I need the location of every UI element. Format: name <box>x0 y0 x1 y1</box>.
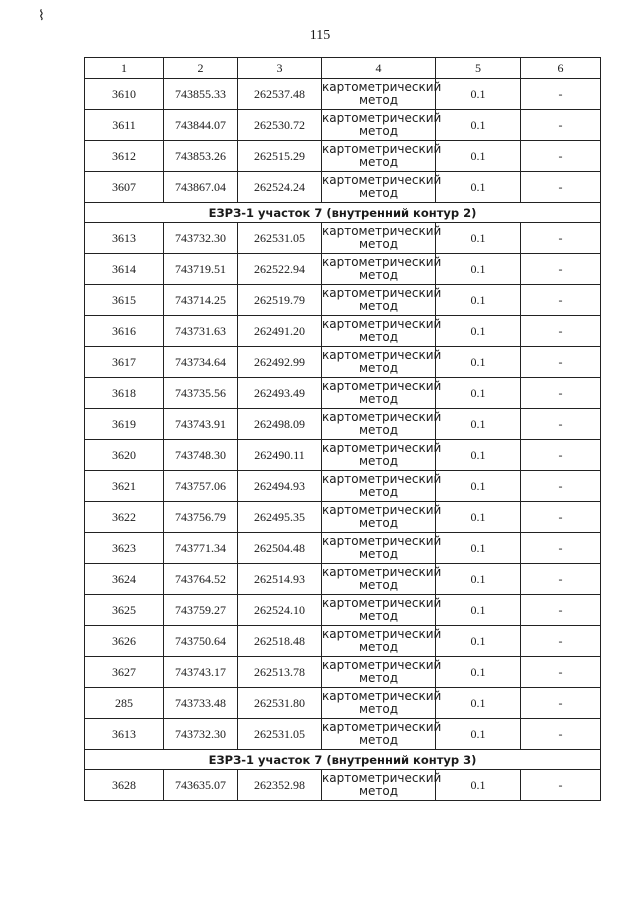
accuracy-cell: 0.1 <box>436 347 521 378</box>
x-coordinate-cell: 743732.30 <box>164 223 238 254</box>
note-cell: - <box>521 378 601 409</box>
y-coordinate-cell: 262513.78 <box>238 657 322 688</box>
method-cell: картометрический метод <box>322 770 436 801</box>
table-row <box>85 657 601 688</box>
page-number: 115 <box>309 28 331 43</box>
x-coordinate-cell: 743756.79 <box>164 502 238 533</box>
section-title: ЕЗРЗ-1 участок 7 (внутренний контур 2) <box>85 203 601 223</box>
x-coordinate-cell: 743714.25 <box>164 285 238 316</box>
point-number-cell: 3625 <box>85 595 164 626</box>
method-cell: картометрический метод <box>322 502 436 533</box>
x-coordinate-cell: 743731.63 <box>164 316 238 347</box>
method-cell: картометрический метод <box>322 657 436 688</box>
x-coordinate-cell: 743733.48 <box>164 688 238 719</box>
method-cell: картометрический метод <box>322 409 436 440</box>
point-number-cell: 3628 <box>85 770 164 801</box>
point-number-cell: 3621 <box>85 471 164 502</box>
y-coordinate-cell: 262537.48 <box>238 79 322 110</box>
method-cell: картометрический метод <box>322 533 436 564</box>
method-cell: картометрический метод <box>322 719 436 750</box>
point-number-cell: 3624 <box>85 564 164 595</box>
method-cell: картометрический метод <box>322 378 436 409</box>
table-row <box>85 172 601 203</box>
point-number-cell: 3613 <box>85 719 164 750</box>
note-cell: - <box>521 223 601 254</box>
table-header-row <box>85 58 601 79</box>
x-coordinate-cell: 743853.26 <box>164 141 238 172</box>
y-coordinate-cell: 262495.35 <box>238 502 322 533</box>
method-cell: картометрический метод <box>322 440 436 471</box>
table-row <box>85 347 601 378</box>
table-row <box>85 688 601 719</box>
y-coordinate-cell: 262522.94 <box>238 254 322 285</box>
table-body <box>85 79 601 801</box>
method-cell: картометрический метод <box>322 564 436 595</box>
accuracy-cell: 0.1 <box>436 533 521 564</box>
table-row <box>85 316 601 347</box>
y-coordinate-cell: 262531.80 <box>238 688 322 719</box>
section-header-row <box>85 203 601 223</box>
point-number-cell: 3614 <box>85 254 164 285</box>
y-coordinate-cell: 262352.98 <box>238 770 322 801</box>
table-row <box>85 378 601 409</box>
table-row <box>85 471 601 502</box>
y-coordinate-cell: 262492.99 <box>238 347 322 378</box>
section-header-row <box>85 750 601 770</box>
y-coordinate-cell: 262504.48 <box>238 533 322 564</box>
x-coordinate-cell: 743764.52 <box>164 564 238 595</box>
column-header: 4 <box>322 58 436 79</box>
note-cell: - <box>521 471 601 502</box>
note-cell: - <box>521 79 601 110</box>
point-number-cell: 285 <box>85 688 164 719</box>
point-number-cell: 3623 <box>85 533 164 564</box>
point-number-cell: 3610 <box>85 79 164 110</box>
note-cell: - <box>521 141 601 172</box>
note-cell: - <box>521 626 601 657</box>
table-row <box>85 110 601 141</box>
accuracy-cell: 0.1 <box>436 657 521 688</box>
method-cell: картометрический метод <box>322 471 436 502</box>
table-row <box>85 564 601 595</box>
note-cell: - <box>521 440 601 471</box>
x-coordinate-cell: 743743.91 <box>164 409 238 440</box>
method-cell: картометрический метод <box>322 626 436 657</box>
method-cell: картометрический метод <box>322 172 436 203</box>
corner-mark: ⌇ <box>38 9 45 24</box>
y-coordinate-cell: 262530.72 <box>238 110 322 141</box>
note-cell: - <box>521 533 601 564</box>
method-cell: картометрический метод <box>322 688 436 719</box>
point-number-cell: 3615 <box>85 285 164 316</box>
x-coordinate-cell: 743748.30 <box>164 440 238 471</box>
x-coordinate-cell: 743771.34 <box>164 533 238 564</box>
x-coordinate-cell: 743732.30 <box>164 719 238 750</box>
note-cell: - <box>521 110 601 141</box>
coordinates-table <box>84 57 601 801</box>
table-row <box>85 285 601 316</box>
point-number-cell: 3619 <box>85 409 164 440</box>
accuracy-cell: 0.1 <box>436 719 521 750</box>
y-coordinate-cell: 262490.11 <box>238 440 322 471</box>
x-coordinate-cell: 743757.06 <box>164 471 238 502</box>
y-coordinate-cell: 262531.05 <box>238 719 322 750</box>
y-coordinate-cell: 262524.24 <box>238 172 322 203</box>
x-coordinate-cell: 743759.27 <box>164 595 238 626</box>
method-cell: картометрический метод <box>322 316 436 347</box>
method-cell: картометрический метод <box>322 110 436 141</box>
accuracy-cell: 0.1 <box>436 378 521 409</box>
note-cell: - <box>521 316 601 347</box>
method-cell: картометрический метод <box>322 223 436 254</box>
accuracy-cell: 0.1 <box>436 471 521 502</box>
note-cell: - <box>521 409 601 440</box>
point-number-cell: 3620 <box>85 440 164 471</box>
column-header: 1 <box>85 58 164 79</box>
accuracy-cell: 0.1 <box>436 502 521 533</box>
y-coordinate-cell: 262514.93 <box>238 564 322 595</box>
table-row <box>85 440 601 471</box>
note-cell: - <box>521 285 601 316</box>
x-coordinate-cell: 743855.33 <box>164 79 238 110</box>
point-number-cell: 3627 <box>85 657 164 688</box>
column-header: 5 <box>436 58 521 79</box>
column-header: 3 <box>238 58 322 79</box>
table-row <box>85 770 601 801</box>
point-number-cell: 3617 <box>85 347 164 378</box>
accuracy-cell: 0.1 <box>436 440 521 471</box>
note-cell: - <box>521 347 601 378</box>
point-number-cell: 3613 <box>85 223 164 254</box>
table-row <box>85 141 601 172</box>
y-coordinate-cell: 262498.09 <box>238 409 322 440</box>
point-number-cell: 3616 <box>85 316 164 347</box>
note-cell: - <box>521 770 601 801</box>
accuracy-cell: 0.1 <box>436 254 521 285</box>
method-cell: картометрический метод <box>322 285 436 316</box>
note-cell: - <box>521 657 601 688</box>
accuracy-cell: 0.1 <box>436 626 521 657</box>
table-row <box>85 533 601 564</box>
method-cell: картометрический метод <box>322 254 436 285</box>
accuracy-cell: 0.1 <box>436 770 521 801</box>
y-coordinate-cell: 262519.79 <box>238 285 322 316</box>
accuracy-cell: 0.1 <box>436 316 521 347</box>
x-coordinate-cell: 743635.07 <box>164 770 238 801</box>
table-row <box>85 223 601 254</box>
table-row <box>85 502 601 533</box>
column-header: 6 <box>521 58 601 79</box>
note-cell: - <box>521 172 601 203</box>
method-cell: картометрический метод <box>322 347 436 378</box>
x-coordinate-cell: 743867.04 <box>164 172 238 203</box>
accuracy-cell: 0.1 <box>436 409 521 440</box>
table-row <box>85 595 601 626</box>
accuracy-cell: 0.1 <box>436 223 521 254</box>
table-row <box>85 626 601 657</box>
column-header: 2 <box>164 58 238 79</box>
accuracy-cell: 0.1 <box>436 688 521 719</box>
y-coordinate-cell: 262493.49 <box>238 378 322 409</box>
note-cell: - <box>521 719 601 750</box>
point-number-cell: 3618 <box>85 378 164 409</box>
x-coordinate-cell: 743743.17 <box>164 657 238 688</box>
point-number-cell: 3607 <box>85 172 164 203</box>
x-coordinate-cell: 743750.64 <box>164 626 238 657</box>
y-coordinate-cell: 262524.10 <box>238 595 322 626</box>
method-cell: картометрический метод <box>322 595 436 626</box>
x-coordinate-cell: 743735.56 <box>164 378 238 409</box>
table-row <box>85 409 601 440</box>
accuracy-cell: 0.1 <box>436 172 521 203</box>
accuracy-cell: 0.1 <box>436 564 521 595</box>
accuracy-cell: 0.1 <box>436 285 521 316</box>
table-row <box>85 719 601 750</box>
x-coordinate-cell: 743844.07 <box>164 110 238 141</box>
point-number-cell: 3611 <box>85 110 164 141</box>
y-coordinate-cell: 262518.48 <box>238 626 322 657</box>
y-coordinate-cell: 262494.93 <box>238 471 322 502</box>
note-cell: - <box>521 595 601 626</box>
note-cell: - <box>521 254 601 285</box>
table-row <box>85 254 601 285</box>
accuracy-cell: 0.1 <box>436 110 521 141</box>
accuracy-cell: 0.1 <box>436 595 521 626</box>
table-row <box>85 79 601 110</box>
section-title: ЕЗРЗ-1 участок 7 (внутренний контур 3) <box>85 750 601 770</box>
y-coordinate-cell: 262515.29 <box>238 141 322 172</box>
accuracy-cell: 0.1 <box>436 141 521 172</box>
method-cell: картометрический метод <box>322 141 436 172</box>
x-coordinate-cell: 743734.64 <box>164 347 238 378</box>
y-coordinate-cell: 262491.20 <box>238 316 322 347</box>
point-number-cell: 3626 <box>85 626 164 657</box>
note-cell: - <box>521 688 601 719</box>
accuracy-cell: 0.1 <box>436 79 521 110</box>
point-number-cell: 3612 <box>85 141 164 172</box>
y-coordinate-cell: 262531.05 <box>238 223 322 254</box>
note-cell: - <box>521 564 601 595</box>
note-cell: - <box>521 502 601 533</box>
point-number-cell: 3622 <box>85 502 164 533</box>
method-cell: картометрический метод <box>322 79 436 110</box>
x-coordinate-cell: 743719.51 <box>164 254 238 285</box>
